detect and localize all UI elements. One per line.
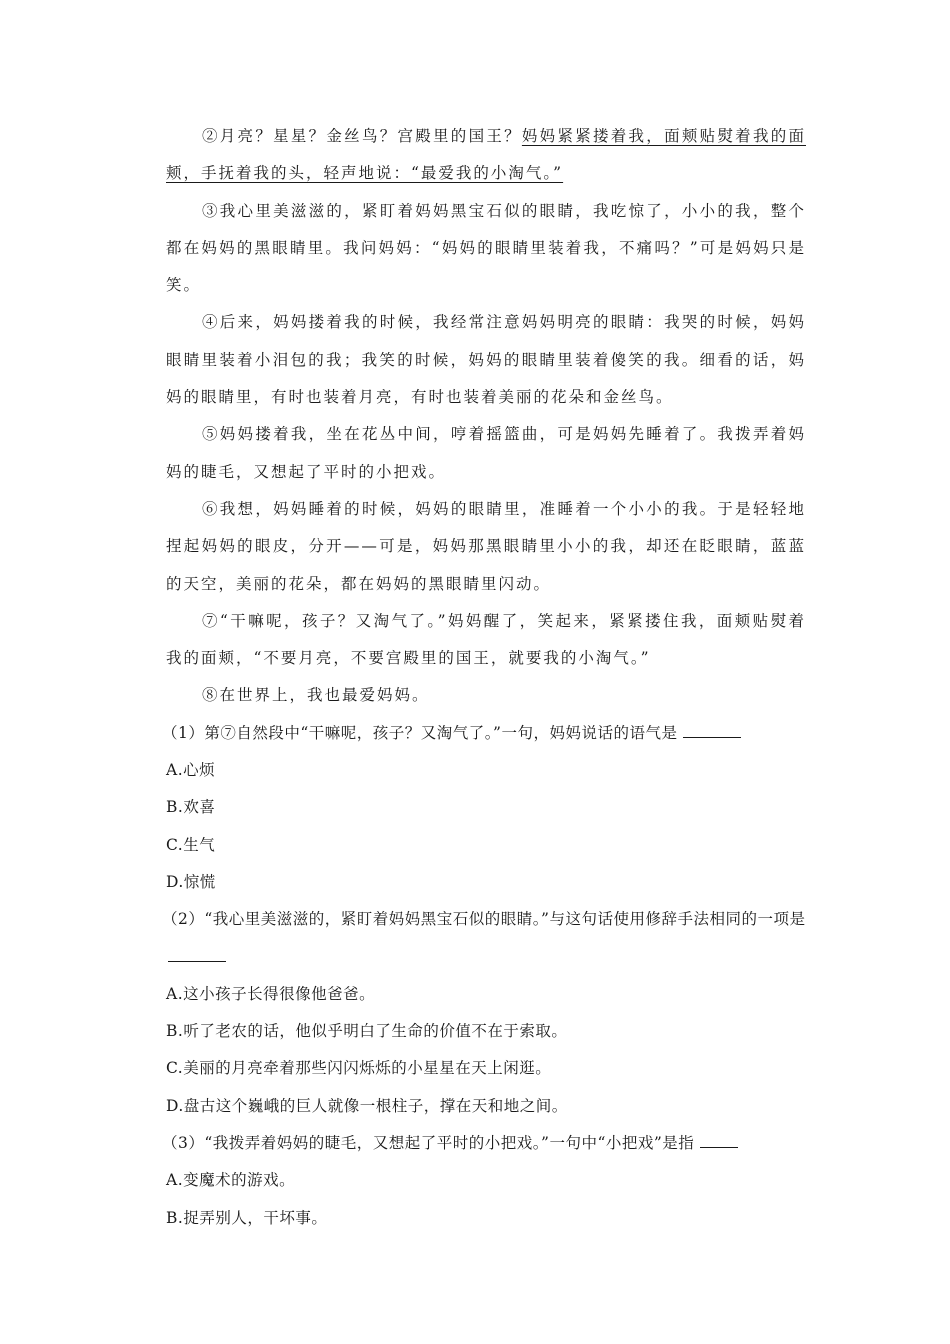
question-1-text: （1）第⑦自然段中“干嘛呢，孩子？又淘气了。”一句，妈妈说话的语气是 [162, 723, 678, 742]
answer-blank-3[interactable] [700, 1133, 738, 1148]
question-1-stem [162, 715, 806, 752]
paragraph-6: ⑥我想，妈妈睡着的时候，妈妈的眼睛里，准睡着一个小小的我。于是轻轻地捏起妈妈的眼皮，分开——可是，妈妈那黑眼睛里小小的我，却还在眨眼睛，蓝蓝的天空，美丽的花朵，都在妈妈的黑眼睛里闪动。 [166, 499, 806, 593]
question-1-option-a: A.心烦 [166, 761, 216, 780]
paragraph-2 [166, 118, 806, 193]
paragraph-2-text: ②月亮？星星？金丝鸟？宫殿里的国王？ [202, 127, 522, 145]
question-3-text: （3）“我拨弄着妈妈的睫毛，又想起了平时的小把戏。”一句中“小把戏”是指 [162, 1134, 695, 1153]
question-2-option-a: A.这小孩子长得很像他爸爸。 [166, 984, 376, 1003]
question-2-option-b: B.听了老农的话，他似乎明白了生命的价值不在于索取。 [166, 1022, 568, 1041]
question-1-option-b: B.欢喜 [166, 798, 216, 817]
question-1-option-c: C.生气 [166, 835, 216, 854]
question-2-option-c: C.美丽的月亮牵着那些闪闪烁烁的小星星在天上闲逛。 [166, 1059, 552, 1078]
answer-blank-2[interactable] [168, 947, 226, 962]
question-2-text: （2）“我心里美滋滋的，紧盯着妈妈黑宝石似的眼睛。”与这句话使用修辞手法相同的一项是 [162, 910, 806, 929]
paragraph-3: ③我心里美滋滋的，紧盯着妈妈黑宝石似的眼睛，我吃惊了，小小的我，整个都在妈妈的黑眼睛里。我问妈妈：“妈妈的眼睛里装着我，不痛吗？”可是妈妈只是笑。 [166, 201, 806, 295]
question-3-option-a: A.变魔术的游戏。 [166, 1171, 296, 1190]
paragraph-7: ⑦“干嘛呢，孩子？又淘气了。”妈妈醒了，笑起来，紧紧搂住我，面颊贴熨着我的面颊，“不要月亮，不要宫殿里的国王，就要我的小淘气。” [166, 611, 806, 668]
document-page [162, 118, 806, 1237]
paragraph-4: ④后来，妈妈搂着我的时候，我经常注意妈妈明亮的眼睛：我哭的时候，妈妈眼睛里装着小泪包的我；我笑的时候，妈妈的眼睛里装着傻笑的我。细看的话，妈妈的眼睛里，有时也装着月亮，有时也装着美丽的花朵和金丝鸟。 [166, 313, 806, 407]
paragraph-2-underlined-text: 妈妈紧紧搂着我，面颊贴熨着我的面颊，手抚着我的头，轻声地说：“最爱我的小淘气。” [166, 127, 806, 183]
question-2-option-d: D.盘古这个巍峨的巨人就像一根柱子，撑在天和地之间。 [166, 1096, 568, 1115]
question-1-option-d: D.惊慌 [166, 872, 216, 891]
question-3-option-b: B.捉弄别人，干坏事。 [166, 1208, 328, 1227]
question-2-stem [162, 901, 806, 976]
answer-blank-1[interactable] [683, 723, 741, 738]
paragraph-8: ⑧在世界上，我也最爱妈妈。 [202, 686, 430, 705]
question-3-stem [162, 1125, 806, 1162]
paragraph-5: ⑤妈妈搂着我，坐在花丛中间，哼着摇篮曲，可是妈妈先睡着了。我拨弄着妈妈的睫毛，又想起了平时的小把戏。 [166, 425, 806, 481]
